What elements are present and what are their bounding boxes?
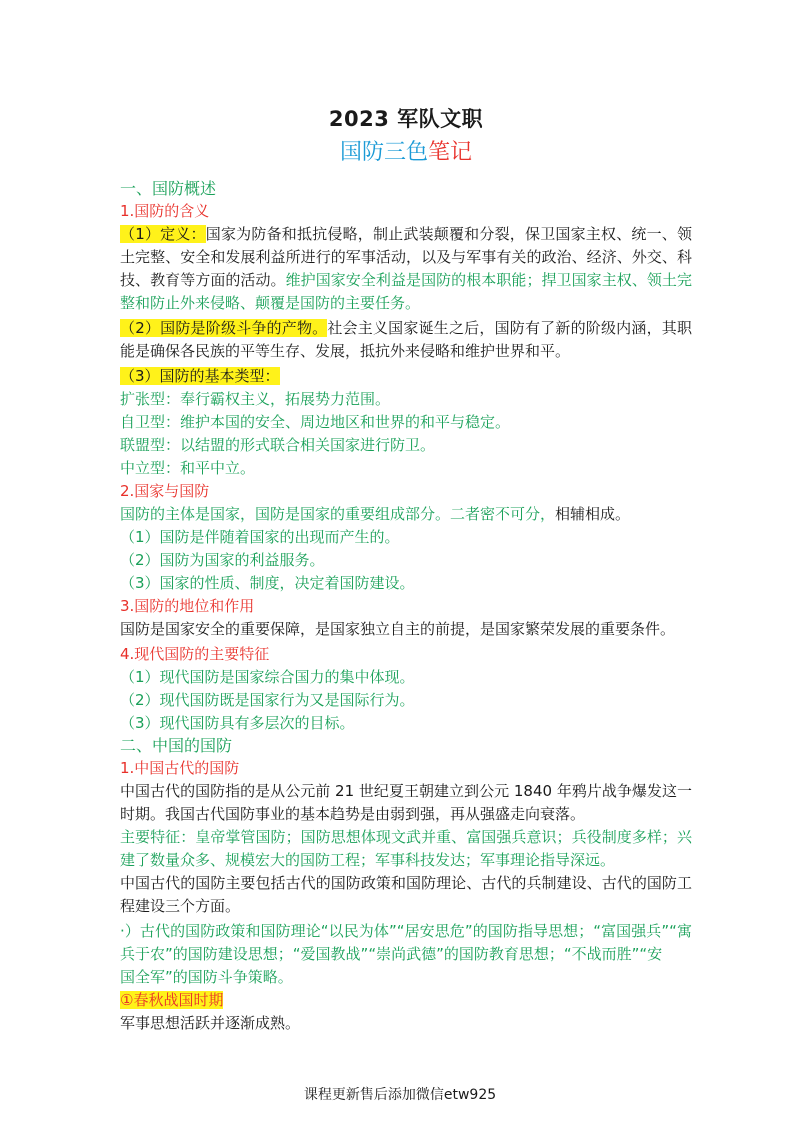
state-defense-item-2: （2）国防为国家的利益服务。 bbox=[120, 551, 325, 569]
ancient-defense-scope: 中国古代的国防主要包括古代的国防政策和国防理论、古代的兵制建设、古代的国防工程建设三个方面。 bbox=[120, 874, 692, 915]
state-defense-green: 国防的主体是国家，国防是国家的重要组成部分。二者密不可分， bbox=[120, 505, 556, 523]
spring-autumn-text: 军事思想活跃并逐渐成熟。 bbox=[120, 1014, 301, 1032]
subsection-heading-2-1: 1.中国古代的国防 bbox=[120, 759, 240, 777]
ancient-defense-features: 主要特征：皇帝掌管国防；国防思想体现文武并重、富国强兵意识；兵役制度多样；兴建了数量众多、规模宏大的国防工程；军事科技发达；军事理论指导深远。 bbox=[120, 828, 692, 869]
class-struggle-paragraph bbox=[120, 317, 692, 363]
subsection-heading-1-1: 1.国防的含义 bbox=[120, 202, 210, 220]
spring-autumn-label: ①春秋战国时期 bbox=[120, 991, 224, 1009]
ancient-defense-policy: ·）古代的国防政策和国防理论“以民为体”“居安思危”的国防指导思想；“富国强兵”“寓兵于农”的国防建设思想；“爱国教战”“崇尚武德”的国防教育思想；“不战而胜”“安 bbox=[120, 922, 692, 963]
page-subtitle bbox=[120, 138, 692, 168]
definition-green-text: 维护国家安全利益是国防的根本职能；捍卫国家主权、领土完整和防止外来侵略、颠覆是国防的主要任务。 bbox=[120, 271, 692, 312]
subsection-heading-1-2: 2.国家与国防 bbox=[120, 482, 210, 500]
class-struggle-text: 社会主义国家诞生之后，国防有了新的阶级内涵，其职能是确保各民族的平等生存、发展，抵抗外来侵略和维护世界和平。 bbox=[120, 319, 692, 360]
type-alliance: 联盟型：以结盟的形式联合相关国家进行防卫。 bbox=[120, 436, 436, 454]
page-title: 2023 军队文职 bbox=[328, 107, 484, 131]
definition-text: 国家为防备和抵抗侵略，制止武装颠覆和分裂，保卫国家主权、统一、领土完整、安全和发展利益所进行的军事活动，以及与军事有关的政治、经济、外交、科技、教育等方面的活动。 bbox=[120, 225, 693, 289]
basic-types-heading bbox=[120, 365, 692, 388]
modern-feature-3: （3）现代国防具有多层次的目标。 bbox=[120, 714, 355, 732]
definition-paragraph bbox=[120, 223, 692, 315]
basic-types-label: （3）国防的基本类型： bbox=[120, 367, 280, 385]
document-page bbox=[120, 0, 692, 1035]
subtitle-part-cyan: 国防三色 bbox=[339, 140, 428, 165]
section-heading-1: 一、国防概述 bbox=[120, 179, 217, 198]
subtitle-part-red: 笔记 bbox=[428, 140, 473, 165]
state-defense-item-3: （3）国家的性质、制度，决定着国防建设。 bbox=[120, 574, 415, 592]
modern-feature-2: （2）现代国防既是国家行为又是国际行为。 bbox=[120, 691, 415, 709]
modern-feature-1: （1）现代国防是国家综合国力的集中体现。 bbox=[120, 668, 415, 686]
spring-autumn-heading bbox=[120, 989, 692, 1012]
definition-label: （1）定义： bbox=[120, 225, 206, 243]
type-neutral: 中立型：和平中立。 bbox=[120, 459, 256, 477]
section-heading-2: 二、中国的国防 bbox=[120, 736, 233, 755]
state-defense-text bbox=[120, 503, 692, 526]
class-struggle-label: （2）国防是阶级斗争的产物。 bbox=[120, 319, 328, 337]
state-defense-black: 相辅相成。 bbox=[555, 505, 631, 523]
subsection-heading-1-4: 4.现代国防的主要特征 bbox=[120, 645, 270, 663]
status-role-text: 国防是国家安全的重要保障，是国家独立自主的前提，是国家繁荣发展的重要条件。 bbox=[120, 620, 676, 638]
footer-note: 课程更新售后添加微信etw925 bbox=[303, 1087, 497, 1103]
state-defense-item-1: （1）国防是伴随着国家的出现而产生的。 bbox=[120, 528, 400, 546]
ancient-defense-intro: 中国古代的国防指的是从公元前 21 世纪夏王朝建立到公元 1840 年鸦片战争爆发这一时期。我国古代国防事业的基本趋势是由弱到强，再从强盛走向衰落。 bbox=[120, 782, 692, 823]
subsection-heading-1-3: 3.国防的地位和作用 bbox=[120, 597, 255, 615]
type-expansion: 扩张型：奉行霸权主义，拓展势力范围。 bbox=[120, 390, 391, 408]
type-self-defense: 自卫型：维护本国的安全、周边地区和世界的和平与稳定。 bbox=[120, 413, 511, 431]
ancient-defense-policy-cont: 国全军”的国防斗争策略。 bbox=[120, 968, 293, 986]
